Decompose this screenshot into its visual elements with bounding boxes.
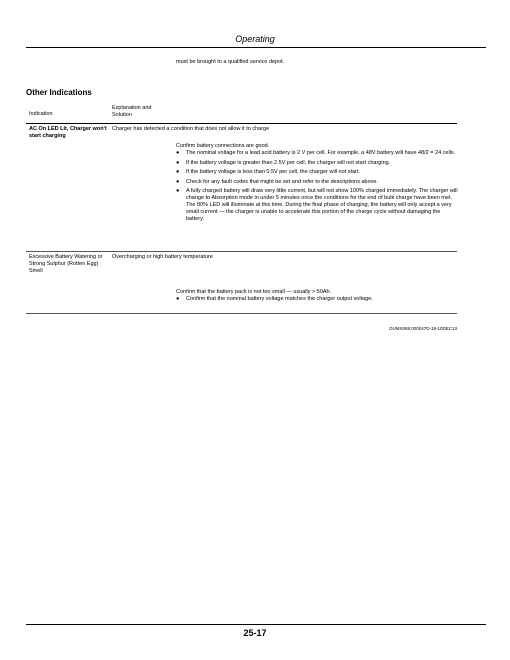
row1-solution-intro: Confirm battery connections are good.	[176, 143, 270, 149]
header-rule	[26, 47, 486, 48]
column-header-indication: Indication	[29, 111, 53, 117]
bullet-icon: ●	[176, 159, 180, 166]
continuation-text: must be brought to a qualified service depot.	[176, 59, 285, 65]
column-header-explanation: Explanation and Solution	[112, 105, 152, 118]
bullet-text: Confirm that the nominal battery voltage matches the charger output voltage.	[186, 296, 373, 302]
list-item	[176, 179, 458, 186]
reference-code: OUMX068,000047D-19-10DEC13	[388, 326, 457, 331]
bullet-text: A fully charged battery will draw very little current, but will not show 100% charged immediately. The charger will change to Absorption mode in under 5 minutes once the conditions for the end of bulk charge have been met. The 80% LED will illuminate at this time. During the final phase of charging, the battery will only accept a very small current — the charger is unable to accelerate this portion of the charge cycle without damaging the battery.	[186, 188, 458, 222]
list-item	[176, 296, 458, 303]
list-item	[176, 160, 458, 167]
row2-indication: Excessive Battery Watering or Strong Sulphur (Rotten Egg) Smell	[29, 254, 103, 274]
row1-indication: AC On LED Lit, Charger won't start charging	[29, 126, 107, 139]
row1-bullet-list	[176, 150, 458, 226]
row-divider	[26, 251, 457, 252]
bullet-icon: ●	[176, 178, 180, 185]
bullet-icon: ●	[176, 296, 180, 302]
footer-rule	[26, 624, 486, 625]
list-item	[176, 188, 458, 223]
bullet-text: The nominal voltage for a lead acid battery is 2 V per cell. For example, a 48V battery will have 48/2 = 24 cells.	[186, 150, 456, 156]
bullet-text: If the battery voltage is less than 0.5V per cell, the charger will not start.	[186, 169, 360, 175]
row2-explanation: Overcharging or high battery temperature	[112, 254, 213, 260]
page-number: 25-17	[243, 628, 267, 638]
page-header-title: Operating	[235, 34, 275, 44]
bullet-icon: ●	[176, 150, 180, 156]
row2-bullet-list	[176, 296, 458, 306]
row1-explanation: Charger has detected a condition that does not allow it to charge	[112, 126, 270, 132]
bullet-icon: ●	[176, 188, 180, 194]
list-item	[176, 150, 458, 157]
row-divider	[26, 313, 457, 314]
list-item	[176, 169, 458, 176]
bullet-icon: ●	[176, 169, 180, 175]
table-header-rule	[26, 123, 457, 124]
row2-solution-intro: Confirm that the battery pack is not too small — usually > 50Ah.	[176, 289, 332, 295]
bullet-text: If the battery voltage is greater than 2.5V per cell, the charger will not start charging.	[186, 159, 391, 166]
section-heading: Other Indications	[26, 88, 92, 97]
bullet-text: Check for any fault codes that might be set and refer to the descriptions above.	[186, 178, 378, 185]
